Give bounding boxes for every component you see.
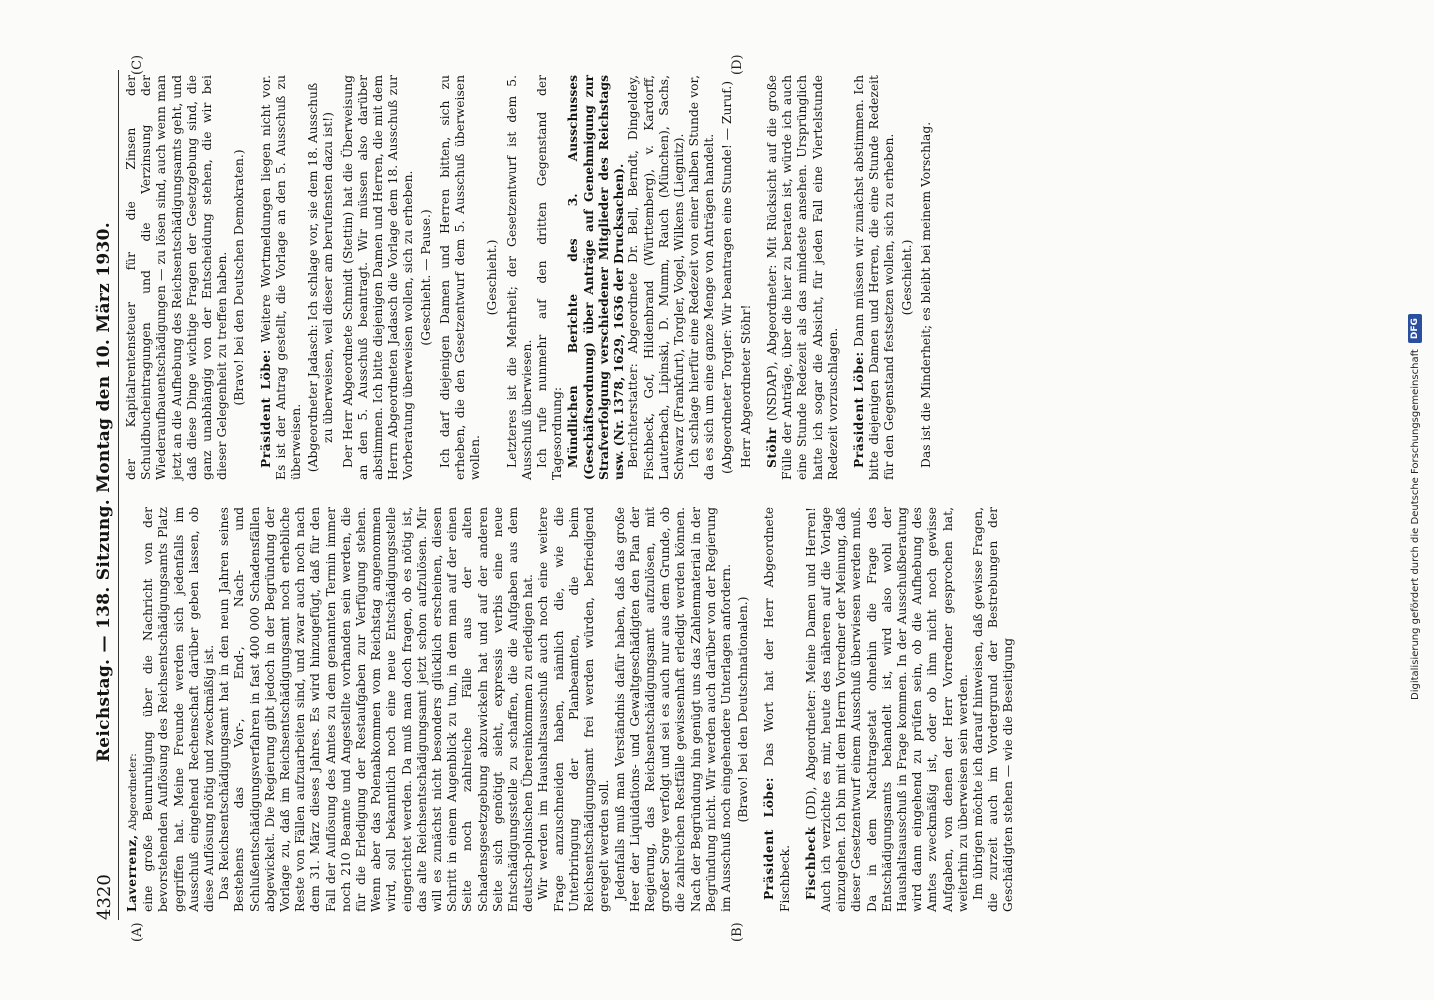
agenda-item: Mündlichen Berichte des 3. Ausschusses (Geschäftsordnung) über Anträge auf Genehmigung zur Strafverfolgung verschiedener Mitglieder des Reichstags usw. (Nr. 1378, 1629, 1636 der Drucksachen). (565, 75, 627, 480)
paragraph: Letzteres ist die Mehrheit; der Gesetzentwurf ist dem 5. Ausschuß überwiesen. (504, 75, 534, 480)
speech-text: Das Wort hat der Herr Abgeordnete Fischbeck. (762, 507, 792, 912)
rotated-page (90, 54, 1320, 942)
paragraph: Herr Abgeordneter Stöhr! (738, 304, 753, 468)
paragraph: Der Herr Abgeordnete Schmidt (Stettin) hat die Überweisung an den 5. Ausschuß beantragt. Wir müssen also darüber abstimmen. Ich bitte diejenigen Damen und Herren, die mit dem Herrn Abgeordneten Jadasch die Vorlage dem 18. Ausschuß zur Vorberatung überweisen wollen, sich zu erheben. (340, 75, 416, 480)
interjection: (Abgeordneter Jadasch: Ich schlage vor, sie dem 18. Ausschuß zu überweisen, weil dieser am berufensten dazu ist!) (306, 82, 336, 473)
paragraph (124, 507, 141, 912)
speech-text: Dann müssen wir zunächst abstimmen. Ich bitte diejenigen Damen und Herren, die eine Stunde Redezeit für den Gegenstand festsetzen wollen, sich zu erheben. (851, 75, 897, 480)
speaker-name: Laverrenz, (124, 834, 139, 912)
speaker-name: Stöhr (763, 427, 779, 468)
left-column (124, 507, 1017, 912)
interjection: (Geschieht. — Pause.) (418, 209, 433, 346)
speech-text: Weitere Wortmeldungen liegen nicht vor. Es ist der Antrag gestellt, die Vorlage an den 5. Ausschuß zu überweisen. (258, 75, 304, 480)
interjection: (Geschieht.) (485, 239, 500, 316)
paragraph: eine große Beunruhigung über die Nachricht von der bevorstehenden Auflösung des Reichsentschädigungsamts Platz gegriffen hat. Meine Freunde werden sich jedenfalls im Ausschuß eingehend Rechenschaft darüber geben lassen, ob diese Auflösung nötig und zweckmäßig ist. (141, 507, 217, 912)
speech-text: Meine Damen und Herren! Auch ich verzichte es mir, heute des näheren auf die Vorlage einzugehen. Ich bin mit dem Herrn Vorredner der Meinung, daß dieser Gesetzentwurf einem Ausschuß überwiesen werden muß. Da in dem Nachtragsetat ohnehin die Frage des Entschädigungsamts behandelt ist, wird also wohl der Haushaltsausschuß in Frage kommen. In der Ausschußberatung wird dann eingehend zu prüfen sein, ob die Aufhebung des Amtes zweckmäßig ist, oder ob ihm nicht noch gewisse Aufgaben, von denen der Herr Vorredner gesprochen hat, weiterhin zu überweisen sein werden. (803, 507, 970, 912)
right-column (124, 75, 934, 480)
margin-marker-c: (C) (130, 54, 145, 75)
dfg-logo: DFG (1408, 314, 1422, 343)
paragraph: Jedenfalls muß man Verständnis dafür haben, daß das große Heer der Liquidations- und Gewaltgeschädigten den Plan der Regierung, das Reichsentschädigungsamt aufzulösen, mit großer Sorge verfolgt und sei es auch nur aus dem Grunde, ob die zahlreichen Restfälle gewissenhaft erledigt werden können. Nach der Begründung hin genügt uns das Zahlenmaterial in der Begründung nicht. Wir werden auch darüber von der Regierung im Ausschuß noch eingehendere Unterlagen anfordern. (612, 507, 733, 912)
dfg-notice (1405, 10, 1425, 700)
speaker-name: Präsident Löbe: (850, 351, 866, 468)
paragraph: Ich schlage hierfür eine Redezeit von einer halben Stunde vor, da es sich um eine ganze Menge von Anträgen handelt. (687, 75, 717, 480)
paragraph (764, 75, 841, 480)
speaker-name: Fischbeck (802, 826, 818, 900)
paragraph (258, 75, 305, 480)
paragraph: Das Reichsentschädigungsamt hat in den neun Jahren seines Bestehens das Vor-, End-, Nach- und Schlußentschädigungsverfahren in fast 400 000 Schadensfällen abgewickelt. Die Regierung gibt jedoch in der Begründung der Vorlage zu, daß im Reichsentschädigungsamt noch erhebliche Reste von Fällen aufzuarbeiten sind, und zwar auch noch nach dem 31. März dieses Jahres. Es wird hinzugefügt, daß für den Fall der Auflösung des Amtes zu dem genannten Termin immer noch 210 Beamte und Angestellte vorhanden sein werden, die für die Erledigung der Restaufgaben zur Verfügung stehen. Wenn aber das Polenabkommen vom Reichstag angenommen wird, soll bekanntlich noch eine neue Entschädigungsstelle eingerichtet werden. Da muß man doch fragen, ob es nötig ist, das alte Reichsentschädigungsamt jetzt schon aufzulösen. Mir will es zunächst nicht besonders glücklich erscheinen, diesen Schritt in einem Augenblick zu tun, in dem man auf der einen Seite noch zahlreiche Fälle aus der alten Schadensgesetzgebung abzuwickeln hat und auf der anderen Seite sich genötigt sieht, expressis verbis eine neue Entschädigungsstelle zu schaffen, die die Aufgaben aus dem deutsch-polnischen Übereinkommen zu erledigen hat. (217, 507, 536, 912)
interjection: (Geschieht.) (899, 239, 914, 316)
paragraph: Wir werden im Haushaltsausschuß auch noch eine weitere Frage anzuschneiden haben, nämlich die, wie die Unterbringung der Planbeamten, die beim Reichsentschädigungsamt frei werden würden, befriedigend geregelt werden soll. (536, 507, 612, 912)
speaker-role: (DD), Abgeordneter: (803, 689, 818, 820)
speaker-role: (NSDAP), Abgeordneter: (764, 264, 779, 422)
paragraph: Berichterstatter: Abgeordnete Dr. Bell, Berndt, Dingeldey, Fischbeck, Gof, Hildenbrand (Württemberg), v. Kardorff, Lauterbach, Lipinski, D. Mumm, Rauch (München), Sachs, Schwarz (Frankfurt), Torgler, Vogel, Wilkens (Liegnitz). (626, 75, 686, 480)
speaker-name: Präsident Löbe: (761, 777, 777, 900)
speaker-name: Präsident Löbe: (257, 349, 273, 468)
dfg-notice-text: Digitalisierung gefördert durch die Deutsche Forschungsgemeinschaft (1409, 349, 1421, 700)
margin-marker-b: (B) (730, 922, 745, 942)
page-number: 4320 (93, 874, 115, 920)
running-title: Reichstag. — 138. Sitzung. Montag den 10. März 1930. (94, 222, 114, 763)
interjection: (Abgeordneter Torgler: Wir beantragen eine Stunde! — Zuruf.) (719, 80, 734, 475)
paragraph (761, 507, 792, 912)
speaker-role: Abgeordneter: (127, 753, 139, 831)
speech-text: Mit Rücksicht auf die große Fülle der Anträge, über die hier zu beraten ist, würde ich auch eine Stunde Redezeit als das mindeste ansehen. Ursprünglich hatte ich sogar die Absicht, für jeden Fall eine Viertelstunde Redezeit vorzuschlagen. (764, 75, 840, 480)
paragraph: der Kapitalrentensteuer für die Zinsen der Schuldbucheintragungen und die Verzinsung der Wiederaufbauentschädigungen — zu lösen sind, auch wenn man jetzt an die Aufhebung des Reichsentschädigungsamts geht, und daß diese Dinge wichtige Fragen der Gesetzgebung sind, die ganz unabhängig von der Entscheidung stehen, die wir bei dieser Gelegenheit zu treffen haben. (124, 75, 230, 480)
page-header (90, 70, 119, 920)
paragraph (803, 507, 971, 912)
paragraph: Das ist die Minderheit; es bleibt bei meinem Vorschlag. (918, 121, 933, 468)
paragraph: Ich darf diejenigen Damen und Herren bitten, sich zu erheben, die den Gesetzentwurf dem 5. Ausschuß überweisen wollen. (437, 75, 483, 480)
margin-marker-a: (A) (130, 922, 145, 942)
paragraph: Im übrigen möchte ich darauf hinweisen, daß gewisse Fragen, die zurzeit auch im Vordergrund der Bestrebungen der Geschädigten stehen — wie die Beseitigung (970, 507, 1016, 912)
paragraph: Ich rufe nunmehr auf den dritten Gegenstand der Tagesordnung: (535, 75, 565, 480)
interjection: (Bravo! bei den Deutschen Demokraten.) (232, 149, 247, 406)
paragraph (851, 75, 898, 480)
margin-marker-d: (D) (730, 54, 745, 75)
interjection: (Bravo! bei den Deutschnationalen.) (736, 596, 751, 823)
